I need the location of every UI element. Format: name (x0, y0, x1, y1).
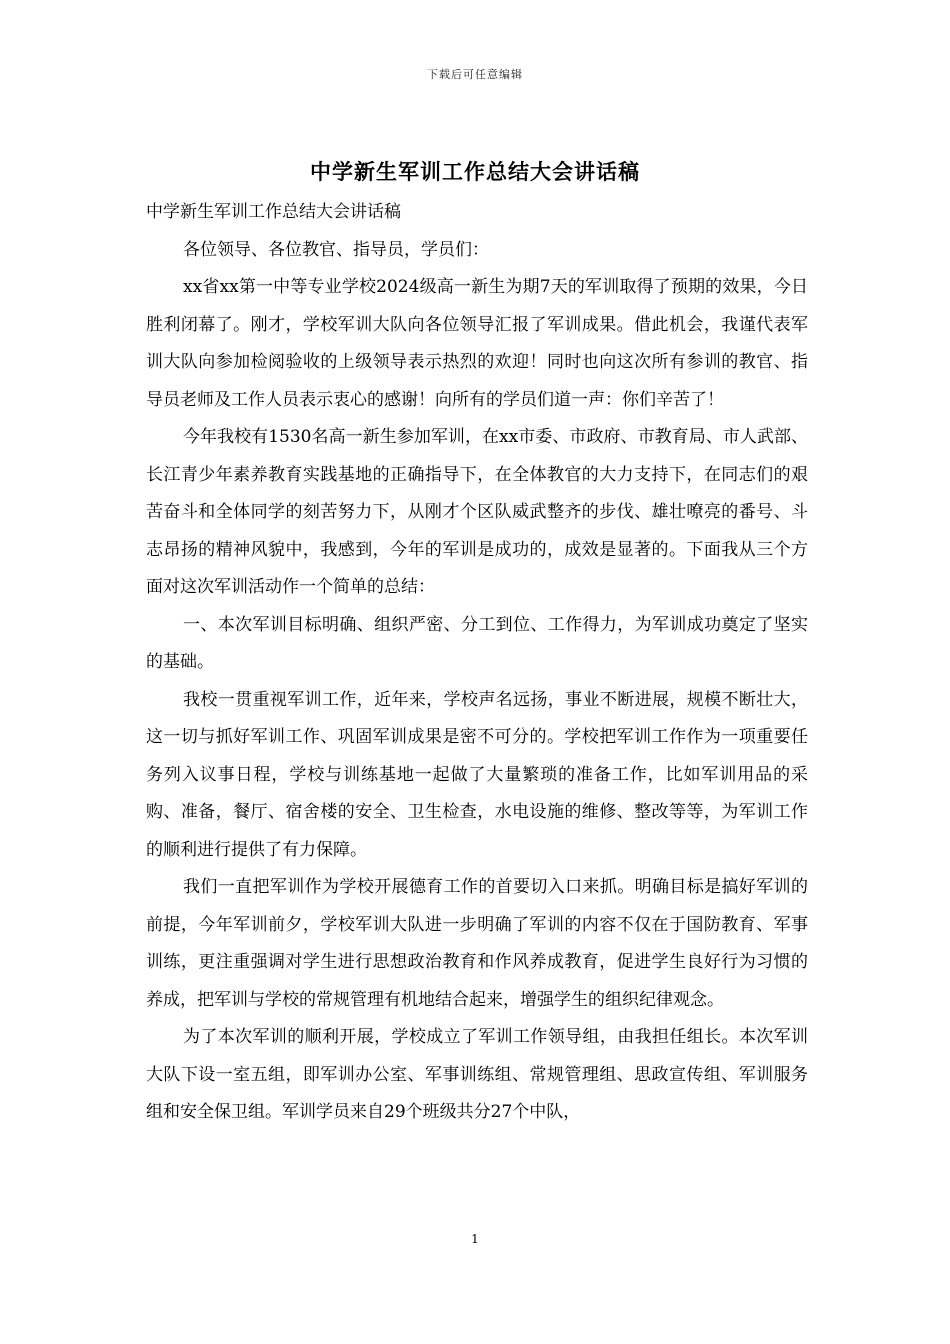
header-note: 下载后可任意编辑 (427, 68, 523, 81)
section-heading: 一、本次军训目标明确、组织严密、分工到位、工作得力，为军训成功奠定了坚实的基础。 (146, 614, 808, 672)
paragraph-salutation: 各位领导、各位教官、指导员，学员们： (183, 239, 489, 260)
document-subtitle: 中学新生军训工作总结大会讲话稿 (146, 202, 401, 222)
paragraph: 我校一贯重视军训工作，近年来，学校声名远扬，事业不断进展，规模不断壮大，这一切与抓好军训工作、巩固军训成果是密不可分的。学校把军训工作作为一项重要任务列入议事日程，学校与训练基地一起做了大量繁琐的准备工作，比如军训用品的采购、准备，餐厅、宿舍楼的安全、卫生检查，水电设施的维修、整改等等，为军训工作的顺利进行提供了有力保障。 (146, 689, 808, 860)
document-title: 中学新生军训工作总结大会讲话稿 (310, 159, 640, 184)
paragraph: xx省xx第一中等专业学校2024级高一新生为期7天的军训取得了预期的效果，今日胜利闭幕了。刚才，学校军训大队向各位领导汇报了军训成果。借此机会，我谨代表军训大队向参加检阅验收的上级领导表示热烈的欢迎！同时也向这次所有参训的教官、指导员老师及工作人员表示衷心的感谢！向所有的学员们道一声：你们辛苦了！ (146, 277, 808, 410)
paragraph: 为了本次军训的顺利开展，学校成立了军训工作领导组，由我担任组长。本次军训大队下设一室五组，即军训办公室、军事训练组、常规管理组、思政宣传组、军训服务组和安全保卫组。军训学员来自29个班级共分27个中队， (146, 1027, 808, 1122)
page-number: 1 (471, 1232, 479, 1246)
paragraph: 今年我校有1530名高一新生参加军训，在xx市委、市政府、市教育局、市人武部、长江青少年素养教育实践基地的正确指导下，在全体教官的大力支持下，在同志们的艰苦奋斗和全体同学的刻苦努力下，从刚才个区队威武整齐的步伐、雄壮嘹亮的番号、斗志昂扬的精神风貌中，我感到，今年的军训是成功的，成效是显著的。下面我从三个方面对这次军训活动作一个简单的总结： (146, 427, 808, 597)
paragraph: 我们一直把军训作为学校开展德育工作的首要切入口来抓。明确目标是搞好军训的前提，今年军训前夕，学校军训大队进一步明确了军训的内容不仅在于国防教育、军事训练，更注重强调对学生进行思想政治教育和作风养成教育，促进学生良好行为习惯的养成，把军训与学校的常规管理有机地结合起来，增强学生的组织纪律观念。 (146, 877, 808, 1010)
document-body (146, 194, 808, 1132)
